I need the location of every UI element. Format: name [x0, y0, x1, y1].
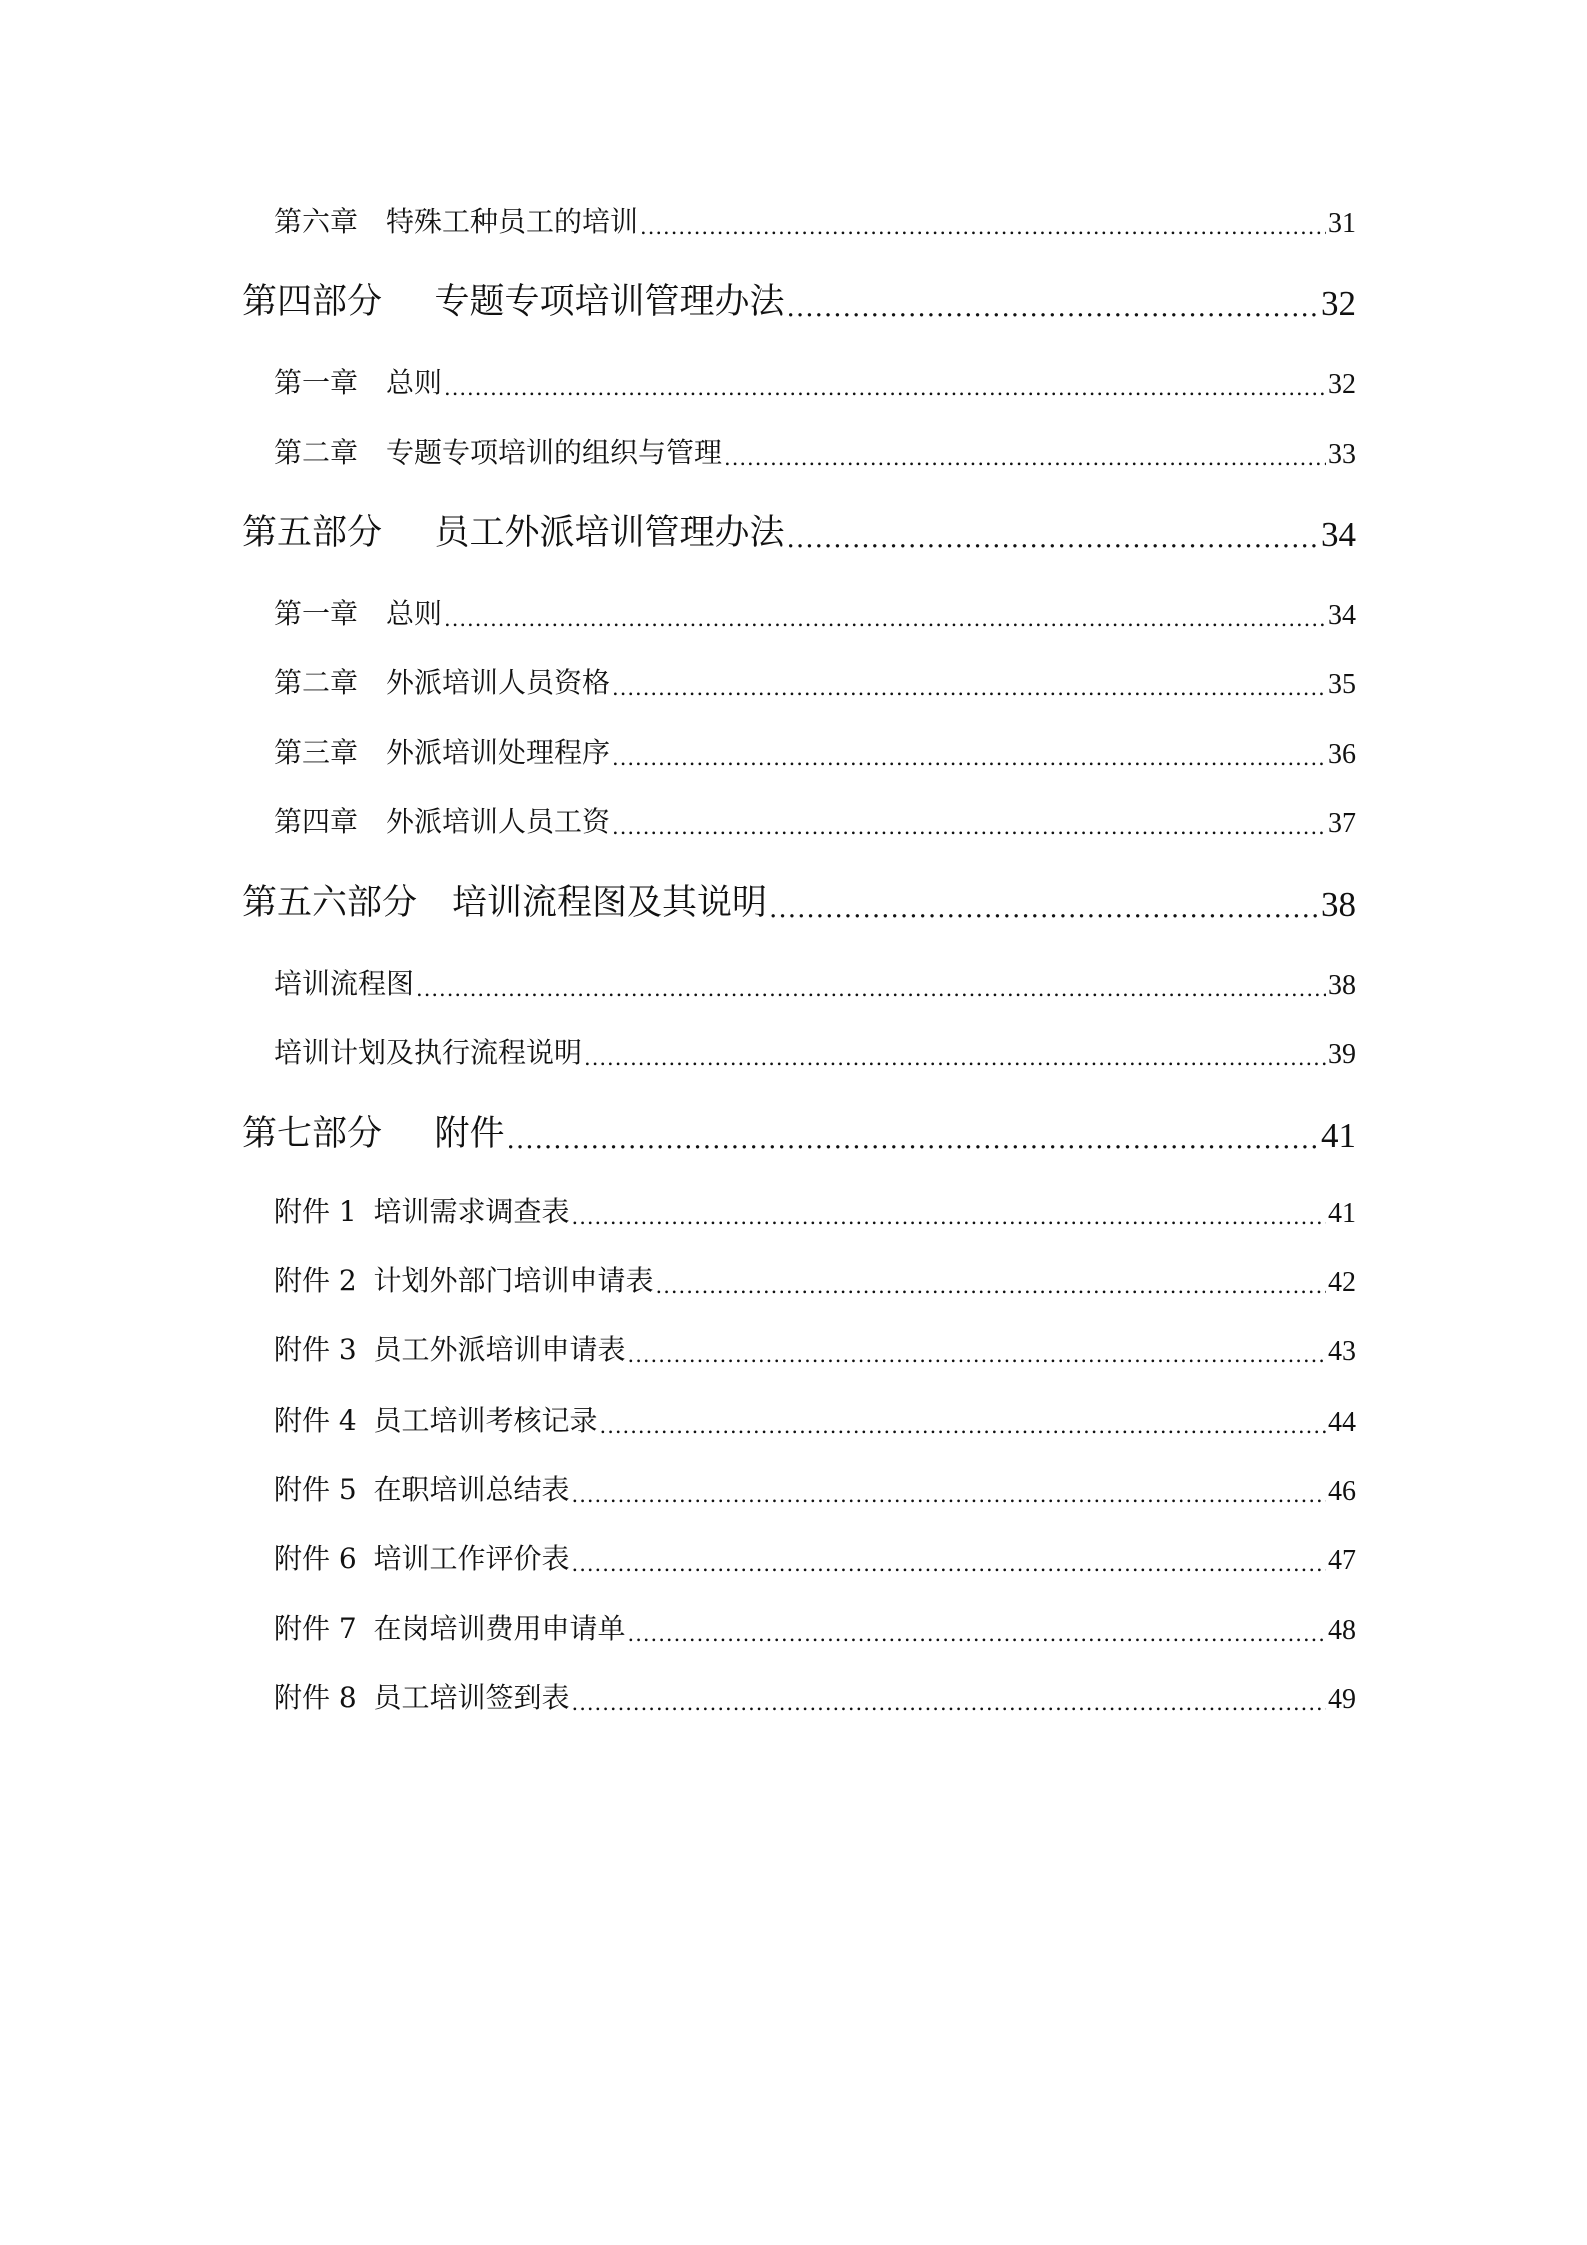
dot-leader [572, 1205, 1326, 1230]
toc-entry-chapter[interactable] [274, 1537, 1356, 1577]
dot-leader [507, 1125, 1319, 1157]
dot-leader [572, 1552, 1326, 1577]
toc-entry-page: 34 [1328, 600, 1356, 631]
toc-entry-page: 41 [1328, 1198, 1356, 1229]
dot-leader [572, 1483, 1326, 1508]
toc-entry-number: 第一章 [274, 597, 359, 630]
toc-entry-label [242, 505, 785, 555]
toc-entry-label [274, 200, 638, 240]
toc-entry-label [274, 1607, 626, 1647]
toc-entry-label [274, 1537, 570, 1577]
toc-entry-page: 44 [1328, 1407, 1356, 1438]
toc-entry-chapter[interactable] [274, 800, 1356, 840]
toc-entry-label [242, 1106, 505, 1156]
toc-entry-page: 32 [1328, 369, 1356, 400]
dot-leader [656, 1274, 1326, 1299]
toc-entry-label [274, 1259, 654, 1299]
toc-entry-label [274, 1031, 582, 1071]
toc-entry-chapter[interactable] [274, 592, 1356, 632]
toc-entry-title: 培训流程图 [274, 967, 415, 1000]
toc-entry-chapter[interactable] [274, 431, 1356, 471]
toc-entry-chapter[interactable] [274, 200, 1356, 240]
dot-leader [724, 446, 1326, 471]
toc-entry-chapter[interactable] [274, 1676, 1356, 1716]
toc-entry-label [274, 592, 442, 632]
dot-leader [600, 1414, 1326, 1439]
toc-entry-part[interactable] [242, 1106, 1356, 1156]
toc-entry-label [274, 431, 722, 471]
toc-entry-title: 专题专项培训的组织与管理 [386, 436, 723, 469]
toc-entry-label [274, 661, 610, 701]
toc-entry-label [274, 1190, 570, 1230]
toc-entry-number: 第二章 [274, 436, 359, 469]
toc-entry-page: 32 [1321, 284, 1356, 323]
toc-entry-number: 附件 5 [274, 1473, 357, 1506]
toc-entry-number: 第四部分 [242, 282, 383, 322]
toc-entry-title: 专题专项培训管理办法 [434, 282, 785, 322]
toc-entry-title: 员工外派培训申请表 [373, 1333, 626, 1366]
toc-entry-page: 46 [1328, 1476, 1356, 1507]
toc-entry-page: 36 [1328, 739, 1356, 770]
toc-entry-page: 34 [1321, 515, 1356, 554]
toc-entry-title: 在职培训总结表 [373, 1473, 570, 1506]
dot-leader [787, 524, 1319, 556]
dot-leader [612, 746, 1326, 771]
toc-entry-chapter[interactable] [274, 731, 1356, 771]
toc-entry-part[interactable] [242, 505, 1356, 555]
toc-entry-number: 第一章 [274, 366, 359, 399]
toc-entry-title: 培训需求调查表 [373, 1195, 570, 1228]
toc-entry-number: 附件 6 [274, 1542, 357, 1575]
toc-entry-number: 附件 1 [274, 1195, 357, 1228]
toc-entry-number: 第五部分 [242, 513, 383, 553]
toc-entry-number: 附件 7 [274, 1612, 357, 1645]
toc-entry-number: 附件 8 [274, 1681, 357, 1714]
toc-entry-page: 35 [1328, 669, 1356, 700]
dot-leader [769, 894, 1319, 926]
toc-entry-page: 38 [1321, 885, 1356, 924]
toc-entry-chapter[interactable] [274, 1607, 1356, 1647]
toc-entry-title: 外派培训处理程序 [386, 736, 611, 769]
toc-entry-page: 41 [1321, 1116, 1356, 1155]
toc-entry-title: 计划外部门培训申请表 [373, 1264, 654, 1297]
toc-entry-page: 31 [1328, 208, 1356, 239]
toc-entry-title: 外派培训人员资格 [386, 666, 611, 699]
toc-entry-number: 第二章 [274, 666, 359, 699]
toc-entry-part[interactable] [242, 274, 1356, 324]
toc-entry-title: 员工培训考核记录 [373, 1404, 598, 1437]
dot-leader [628, 1343, 1326, 1368]
dot-leader [612, 676, 1326, 701]
toc-entry-number: 第五六部分 [242, 883, 418, 923]
dot-leader [584, 1046, 1326, 1071]
toc-entry-title: 在岗培训费用申请单 [373, 1612, 626, 1645]
toc-entry-page: 42 [1328, 1267, 1356, 1298]
toc-entry-chapter[interactable] [274, 1190, 1356, 1230]
dot-leader [572, 1691, 1326, 1716]
toc-entry-title: 附件 [434, 1114, 505, 1154]
dot-leader [416, 977, 1326, 1002]
toc-entry-label [242, 875, 767, 925]
toc-entry-page: 33 [1328, 439, 1356, 470]
toc-entry-label [274, 1676, 570, 1716]
toc-entry-title: 总则 [386, 597, 443, 630]
toc-entry-page: 37 [1328, 808, 1356, 839]
toc-entry-title: 员工培训签到表 [373, 1681, 570, 1714]
toc-entry-title: 培训工作评价表 [373, 1542, 570, 1575]
toc-entry-title: 特殊工种员工的培训 [386, 205, 639, 238]
toc-entry-page: 43 [1328, 1336, 1356, 1367]
toc-entry-title: 员工外派培训管理办法 [434, 513, 785, 553]
toc-entry-label [274, 1328, 626, 1368]
dot-leader [444, 376, 1326, 401]
toc-entry-chapter[interactable] [274, 1031, 1356, 1071]
toc-entry-chapter[interactable] [274, 661, 1356, 701]
dot-leader [787, 293, 1319, 325]
toc-entry-number: 第三章 [274, 736, 359, 769]
dot-leader [612, 815, 1326, 840]
toc-entry-page: 38 [1328, 970, 1356, 1001]
toc-entry-label [274, 962, 414, 1002]
toc-entry-part[interactable] [242, 875, 1356, 925]
toc-entry-chapter[interactable] [274, 1259, 1356, 1299]
toc-entry-chapter[interactable] [274, 1328, 1356, 1368]
toc-entry-number: 第六章 [274, 205, 359, 238]
dot-leader [640, 215, 1326, 240]
toc-entry-page: 39 [1328, 1039, 1356, 1070]
toc-entry-page: 49 [1328, 1684, 1356, 1715]
toc-entry-number: 附件 4 [274, 1404, 357, 1437]
toc-entry-label [274, 361, 442, 401]
toc-entry-title: 总则 [386, 366, 443, 399]
toc-entry-title: 培训计划及执行流程说明 [274, 1036, 583, 1069]
toc-entry-number: 附件 2 [274, 1264, 357, 1297]
dot-leader [444, 607, 1326, 632]
toc-entry-number: 第四章 [274, 805, 359, 838]
toc-entry-number: 第七部分 [242, 1114, 383, 1154]
toc-entry-chapter[interactable] [274, 361, 1356, 401]
toc-entry-label [274, 1468, 570, 1508]
toc-entry-chapter[interactable] [274, 1399, 1356, 1439]
toc-entry-chapter[interactable] [274, 962, 1356, 1002]
toc-entry-label [274, 1399, 598, 1439]
toc-entry-title: 培训流程图及其说明 [452, 883, 768, 923]
toc-entry-chapter[interactable] [274, 1468, 1356, 1508]
toc-entry-label [274, 731, 610, 771]
toc-entry-title: 外派培训人员工资 [386, 805, 611, 838]
toc-entry-page: 48 [1328, 1615, 1356, 1646]
toc-entry-label [242, 274, 785, 324]
toc-entry-label [274, 800, 610, 840]
toc-entry-page: 47 [1328, 1545, 1356, 1576]
toc-entry-number: 附件 3 [274, 1333, 357, 1366]
dot-leader [628, 1622, 1326, 1647]
